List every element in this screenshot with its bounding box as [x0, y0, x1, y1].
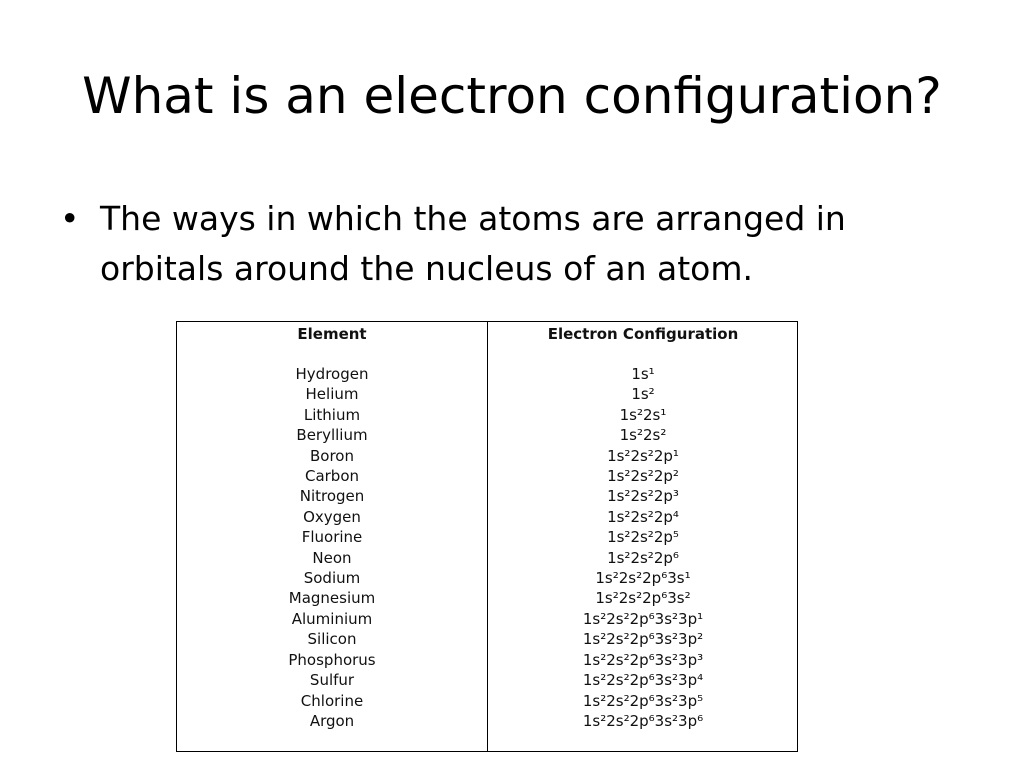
bullet-text: The ways in which the atoms are arranged in orbitals around the nucleus of an atom.: [100, 199, 846, 288]
element-name-cell: Argon: [309, 711, 355, 730]
electron-configuration-cell: 1s²2s²2p⁶3s²3p⁵: [582, 691, 704, 710]
element-list: [288, 364, 375, 731]
element-column: [177, 322, 488, 751]
element-name-cell: Phosphorus: [288, 650, 376, 669]
element-name-cell: Oxygen: [303, 507, 361, 526]
element-name-cell: Neon: [312, 548, 352, 567]
element-name-cell: Silicon: [307, 630, 357, 649]
electron-configuration-cell: 1s²2s²2p⁶3s²: [595, 589, 691, 608]
element-column-header: Element: [297, 325, 367, 343]
electron-configuration-cell: 1s²2s²2p¹: [607, 446, 679, 465]
electron-configuration-cell: 1s²2s²2p⁶: [607, 548, 679, 567]
element-name-cell: Beryllium: [296, 426, 368, 445]
electron-configuration-cell: 1s²2s²2p⁵: [607, 528, 679, 547]
element-name-cell: Carbon: [304, 467, 360, 486]
electron-configuration-cell: 1s²2s²2p⁶3s¹: [595, 569, 691, 588]
electron-configuration-cell: 1s²2s²2p²: [607, 467, 679, 486]
element-name-cell: Hydrogen: [295, 365, 369, 383]
electron-configuration-cell: 1s²: [631, 385, 655, 404]
electron-configuration-cell: 1s²2s²2p⁶3s²3p²: [582, 630, 704, 649]
electron-configuration-table: [176, 321, 798, 752]
bullet-marker: •: [60, 199, 80, 238]
element-name-cell: Sodium: [303, 569, 361, 588]
element-name-cell: Nitrogen: [299, 487, 365, 506]
slide-title: What is an electron configuration?: [82, 67, 942, 125]
element-name-cell: Helium: [305, 385, 359, 404]
electron-configuration-cell: 1s¹: [631, 365, 655, 383]
configuration-column-header: Electron Configuration: [547, 325, 739, 343]
electron-configuration-cell: 1s²2s²2p⁶3s²3p³: [582, 650, 704, 669]
element-name-cell: Magnesium: [288, 589, 376, 608]
element-name-cell: Fluorine: [301, 528, 363, 547]
bullet-item: [60, 194, 960, 294]
element-name-cell: Boron: [310, 446, 354, 465]
element-name-cell: Chlorine: [300, 691, 364, 710]
element-name-cell: Sulfur: [309, 671, 355, 690]
electron-configuration-cell: 1s²2s²2p³: [607, 487, 679, 506]
electron-configuration-cell: 1s²2s¹: [619, 405, 667, 424]
element-name-cell: Aluminium: [291, 609, 373, 628]
configuration-list: [583, 364, 703, 731]
electron-configuration-cell: 1s²2s²2p⁶3s²3p¹: [582, 609, 704, 628]
configuration-column: [488, 322, 798, 751]
element-name-cell: Lithium: [303, 405, 361, 424]
electron-configuration-cell: 1s²2s²: [619, 426, 667, 445]
electron-configuration-cell: 1s²2s²2p⁴: [607, 507, 679, 526]
electron-configuration-cell: 1s²2s²2p⁶3s²3p⁶: [582, 711, 704, 730]
electron-configuration-cell: 1s²2s²2p⁶3s²3p⁴: [582, 671, 704, 690]
